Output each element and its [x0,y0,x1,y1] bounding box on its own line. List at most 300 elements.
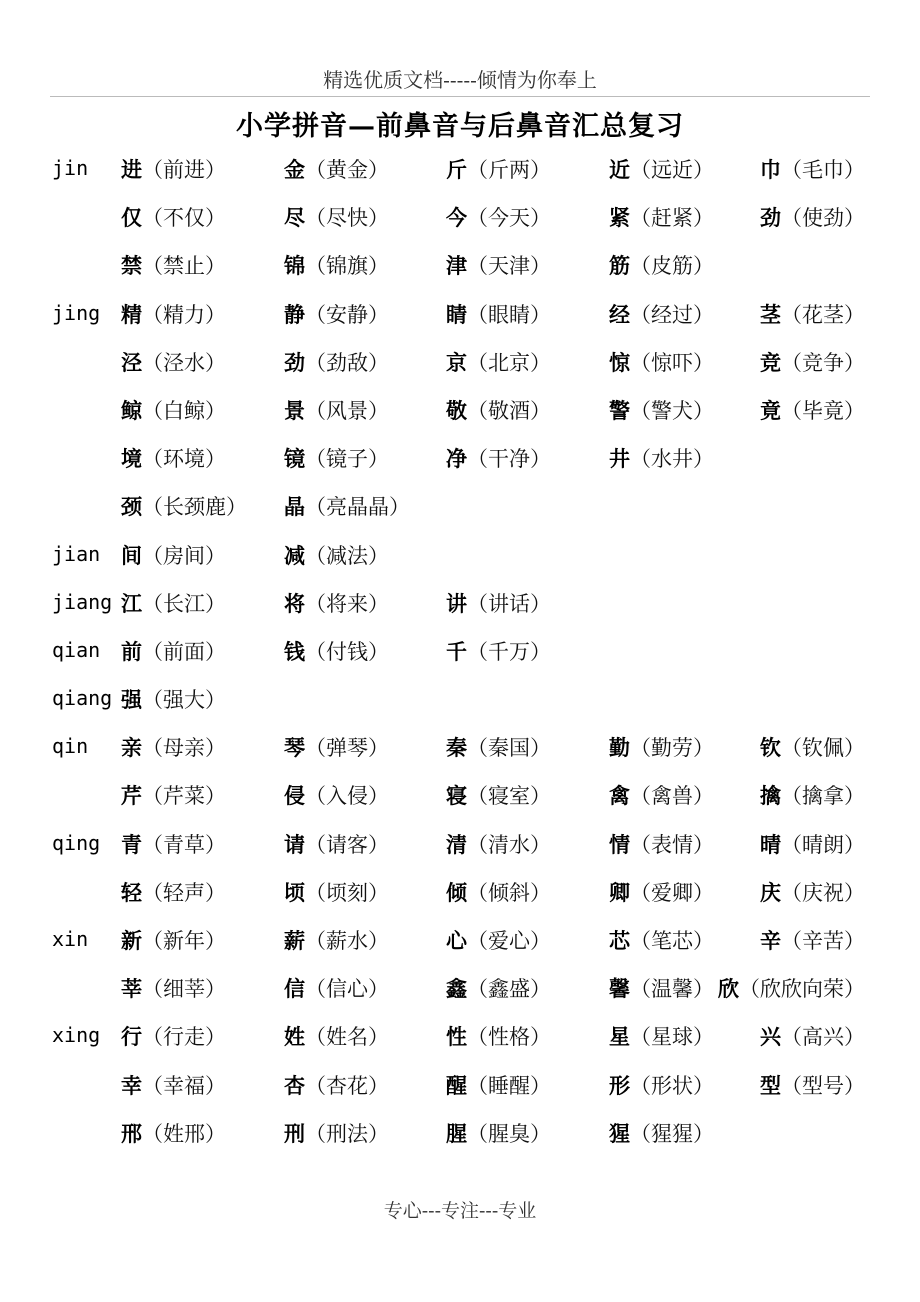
character-entry [446,780,551,810]
character-entry [609,347,714,377]
hanzi-character: 津 [446,253,467,279]
example-word: （鑫盛） [467,977,551,1002]
hanzi-character: 卿 [609,879,630,905]
hanzi-character: 醒 [446,1072,467,1098]
character-entry [446,1118,551,1148]
character-entry [121,973,226,1003]
table-row [0,917,920,965]
character-entry [121,395,226,425]
table-row [0,194,920,242]
character-entry [121,780,226,810]
character-entry [446,732,551,762]
hanzi-character: 江 [121,590,142,616]
character-entry [609,877,714,907]
example-word: （寝室） [467,784,551,809]
hanzi-character: 鲸 [121,397,142,423]
example-word: （将来） [305,591,389,616]
hanzi-character: 杏 [284,1072,305,1098]
character-entry [609,299,714,329]
pinyin-table [0,146,920,1158]
example-word: （黄金） [305,158,389,182]
hanzi-character: 泾 [121,349,142,375]
example-word: （敬酒） [467,398,551,423]
character-entry [760,154,865,184]
pinyin-syllable: jing [52,300,101,325]
character-entry [760,732,865,762]
character-entry [609,154,714,184]
example-word: （高兴） [781,1025,865,1050]
example-word: （千万） [467,639,551,664]
pinyin-syllable: xing [52,1023,101,1048]
example-word: （警犬） [630,398,714,423]
hanzi-character: 薪 [284,928,305,953]
character-entry [284,395,389,425]
table-row [0,242,920,290]
character-entry [609,250,714,280]
pinyin-syllable: xin [52,927,89,951]
example-word: （天津） [467,254,551,279]
character-entry [446,347,551,377]
character-entry [284,1118,389,1148]
character-entry [446,299,551,329]
character-entry [760,877,865,907]
character-entry [609,1070,714,1100]
hanzi-character: 倾 [446,879,467,905]
example-word: （安静） [305,302,389,327]
example-word: （长江） [142,591,226,616]
example-word: （薪水） [305,929,389,953]
hanzi-character: 仅 [121,205,142,231]
example-word: （辛苦） [781,929,865,953]
hanzi-character: 清 [446,831,467,857]
hanzi-character: 秦 [446,735,467,761]
character-entry [121,636,226,666]
hanzi-character: 斤 [446,157,467,182]
table-row [0,821,920,869]
example-word: （今天） [467,206,551,231]
example-word: （入侵） [305,784,389,809]
character-entry [609,1021,714,1051]
example-word: （环境） [142,447,226,472]
hanzi-character: 金 [284,157,305,182]
character-entry [718,973,865,1003]
hanzi-character: 新 [121,928,142,953]
character-entry [284,1070,389,1100]
character-entry [446,395,551,425]
hanzi-character: 馨 [609,976,630,1002]
character-entry [446,1021,551,1051]
example-word: （眼睛） [467,302,551,327]
example-word: （水井） [630,447,714,472]
hanzi-character: 睛 [446,301,467,327]
hanzi-character: 劲 [760,205,781,231]
table-row [0,146,920,194]
table-row [0,676,920,724]
table-row [0,1062,920,1110]
character-entry [446,588,551,618]
example-word: （不仅） [142,206,226,231]
character-entry [284,299,389,329]
example-word: （泾水） [142,350,226,375]
hanzi-character: 前 [121,638,142,664]
example-word: （斤两） [467,158,551,182]
table-row [0,291,920,339]
character-entry [284,202,389,232]
hanzi-character: 钱 [284,638,305,664]
hanzi-character: 景 [284,397,305,423]
character-entry [284,250,389,280]
character-entry [609,443,714,473]
character-entry [121,925,226,955]
example-word: （顷刻） [305,880,389,905]
example-word: （青草） [142,832,226,857]
hanzi-character: 行 [121,1024,142,1050]
example-word: （皮筋） [630,254,714,279]
example-word: （母亲） [142,736,226,761]
table-row [0,772,920,820]
table-row [0,965,920,1013]
example-word: （白鲸） [142,398,226,423]
hanzi-character: 近 [609,157,630,182]
hanzi-character: 竟 [760,397,781,423]
character-entry [446,1070,551,1100]
example-word: （倾斜） [467,880,551,905]
hanzi-character: 顷 [284,879,305,905]
table-row [0,1110,920,1158]
hanzi-character: 禽 [609,783,630,809]
character-entry [760,925,865,955]
pinyin-syllable: qin [52,734,89,759]
character-entry [446,154,551,184]
hanzi-character: 形 [609,1072,630,1098]
hanzi-character: 紧 [609,205,630,231]
example-word: （信心） [305,977,389,1002]
example-word: （性格） [467,1025,551,1050]
hanzi-character: 鑫 [446,976,467,1002]
hanzi-character: 猩 [609,1120,630,1146]
character-entry [446,829,551,859]
example-word: （姓邢） [142,1121,226,1146]
character-entry [121,540,226,570]
character-entry [760,202,865,232]
character-entry [121,1118,226,1148]
example-word: （姓名） [305,1025,389,1050]
example-word: （幸福） [142,1073,226,1098]
example-word: （星球） [630,1025,714,1050]
character-entry [121,347,226,377]
hanzi-character: 镜 [284,446,305,472]
character-entry [121,154,226,184]
hanzi-character: 颈 [121,494,142,520]
example-word: （腥臭） [467,1121,551,1146]
hanzi-character: 型 [760,1072,781,1098]
hanzi-character: 竞 [760,349,781,375]
example-word: （禁止） [142,254,226,279]
example-word: （竞争） [781,350,865,375]
example-word: （干净） [467,447,551,472]
character-entry [121,443,226,473]
table-row [0,532,920,580]
example-word: （毕竟） [781,398,865,423]
character-entry [446,877,551,907]
character-entry [121,202,226,232]
example-word: （毛巾） [781,158,865,182]
example-word: （温馨） [630,977,714,1002]
example-word: （晴朗） [781,832,865,857]
example-word: （付钱） [305,639,389,664]
hanzi-character: 晶 [284,494,305,520]
table-row [0,1013,920,1061]
example-word: （猩猩） [630,1121,714,1146]
hanzi-character: 经 [609,301,630,327]
character-entry [121,491,247,521]
character-entry [760,780,865,810]
hanzi-character: 庆 [760,879,781,905]
character-entry [121,877,226,907]
character-entry [609,1118,714,1148]
example-word: （擒拿） [781,784,865,809]
character-entry [760,829,865,859]
character-entry [609,780,714,810]
table-row [0,435,920,483]
character-entry [446,443,551,473]
character-entry [284,877,389,907]
example-word: （赶紧） [630,206,714,231]
character-entry [284,588,389,618]
hanzi-character: 巾 [760,157,781,182]
hanzi-character: 钦 [760,735,781,761]
page-footer: 专心---专注---专业 [383,1200,537,1222]
hanzi-character: 辛 [760,928,781,953]
example-word: （北京） [467,350,551,375]
hanzi-character: 擒 [760,783,781,809]
character-entry [284,540,389,570]
character-entry [284,925,389,955]
example-word: （芹菜） [142,784,226,809]
hanzi-character: 井 [609,446,630,472]
hanzi-character: 警 [609,397,630,423]
hanzi-character: 进 [121,157,142,182]
example-word: （经过） [630,302,714,327]
example-word: （长颈鹿） [142,495,247,520]
example-word: （精力） [142,302,226,327]
hanzi-character: 禁 [121,253,142,279]
hanzi-character: 今 [446,205,467,231]
example-word: （勤劳） [630,736,714,761]
character-entry [121,588,226,618]
hanzi-character: 侵 [284,783,305,809]
hanzi-character: 筋 [609,253,630,279]
hanzi-character: 千 [446,638,467,664]
hanzi-character: 欣 [718,976,739,1002]
example-word: （镜子） [305,447,389,472]
character-entry [121,829,226,859]
example-word: （表情） [630,832,714,857]
hanzi-character: 劲 [284,349,305,375]
hanzi-character: 强 [121,687,142,713]
character-entry [446,925,551,955]
example-word: （钦佩） [781,736,865,761]
hanzi-character: 茎 [760,301,781,327]
hanzi-character: 兴 [760,1024,781,1050]
character-entry [284,443,389,473]
hanzi-character: 亲 [121,735,142,761]
hanzi-character: 幸 [121,1072,142,1098]
example-word: （使劲） [781,206,865,231]
table-row [0,339,920,387]
example-word: （禽兽） [630,784,714,809]
example-word: （讲话） [467,591,551,616]
hanzi-character: 性 [446,1024,467,1050]
hanzi-character: 莘 [121,976,142,1002]
table-row [0,580,920,628]
hanzi-character: 芹 [121,783,142,809]
character-entry [609,925,714,955]
example-word: （新年） [142,929,226,953]
example-word: （花茎） [781,302,865,327]
example-word: （笔芯） [630,929,714,953]
character-entry [284,732,389,762]
hanzi-character: 敬 [446,397,467,423]
hanzi-character: 净 [446,446,467,472]
example-word: （爱心） [467,929,551,953]
character-entry [760,299,865,329]
example-word: （秦国） [467,736,551,761]
hanzi-character: 讲 [446,590,467,616]
character-entry [609,829,714,859]
example-word: （远近） [630,158,714,182]
character-entry [446,636,551,666]
character-entry [284,154,389,184]
character-entry [121,684,226,714]
hanzi-character: 邢 [121,1120,142,1146]
example-word: （欣欣向荣） [739,977,865,1002]
hanzi-character: 星 [609,1024,630,1050]
hanzi-character: 心 [446,928,467,953]
example-word: （锦旗） [305,254,389,279]
hanzi-character: 腥 [446,1120,467,1146]
hanzi-character: 青 [121,831,142,857]
hanzi-character: 京 [446,349,467,375]
character-entry [446,973,551,1003]
example-word: （庆祝） [781,880,865,905]
hanzi-character: 姓 [284,1024,305,1050]
hanzi-character: 轻 [121,879,142,905]
table-row [0,724,920,772]
character-entry [760,395,865,425]
example-word: （刑法） [305,1121,389,1146]
character-entry [121,299,226,329]
character-entry [760,1021,865,1051]
character-entry [609,973,714,1003]
hanzi-character: 芯 [609,928,630,953]
character-entry [284,636,389,666]
pinyin-syllable: jin [52,156,89,180]
example-word: （尽快） [305,206,389,231]
example-word: （惊吓） [630,350,714,375]
hanzi-character: 境 [121,446,142,472]
character-entry [284,347,389,377]
character-entry [121,1070,226,1100]
hanzi-character: 琴 [284,735,305,761]
header-divider [50,96,870,97]
character-entry [121,732,226,762]
hanzi-character: 减 [284,542,305,568]
example-word: （爱卿） [630,880,714,905]
pinyin-syllable: jiang [52,589,113,614]
example-word: （减法） [305,543,389,568]
example-word: （清水） [467,832,551,857]
character-entry [284,780,389,810]
page-title: 小学拼音—前鼻音与后鼻音汇总复习 [236,111,684,142]
table-row [0,387,920,435]
example-word: （劲敌） [305,350,389,375]
hanzi-character: 信 [284,976,305,1002]
character-entry [284,1021,389,1051]
hanzi-character: 请 [284,831,305,857]
character-entry [121,1021,226,1051]
hanzi-character: 寝 [446,783,467,809]
example-word: （弹琴） [305,736,389,761]
example-word: （型号） [781,1073,865,1098]
character-entry [609,395,714,425]
character-entry [609,732,714,762]
character-entry [284,491,410,521]
example-word: （行走） [142,1025,226,1050]
hanzi-character: 勤 [609,735,630,761]
hanzi-character: 惊 [609,349,630,375]
hanzi-character: 晴 [760,831,781,857]
pinyin-syllable: qian [52,637,101,662]
table-row [0,628,920,676]
character-entry [760,1070,865,1100]
example-word: （房间） [142,543,226,568]
hanzi-character: 尽 [284,205,305,231]
hanzi-character: 将 [284,590,305,616]
example-word: （强大） [142,688,226,713]
hanzi-character: 刑 [284,1120,305,1146]
example-word: （细莘） [142,977,226,1002]
example-word: （轻声） [142,880,226,905]
example-word: （前进） [142,158,226,182]
hanzi-character: 静 [284,301,305,327]
example-word: （睡醒） [467,1073,551,1098]
character-entry [284,973,389,1003]
character-entry [121,250,226,280]
character-entry [760,347,865,377]
pinyin-syllable: jian [52,541,101,566]
hanzi-character: 精 [121,301,142,327]
example-word: （形状） [630,1073,714,1098]
example-word: （杏花） [305,1073,389,1098]
table-row [0,869,920,917]
character-entry [446,250,551,280]
example-word: （风景） [305,398,389,423]
hanzi-character: 锦 [284,253,305,279]
pinyin-syllable: qiang [52,686,113,711]
hanzi-character: 间 [121,542,142,568]
example-word: （请客） [305,832,389,857]
character-entry [446,202,551,232]
hanzi-character: 情 [609,831,630,857]
character-entry [284,829,389,859]
example-word: （前面） [142,639,226,664]
table-row [0,483,920,531]
character-entry [609,202,714,232]
page-header: 精选优质文档-----倾情为你奉上 [323,68,597,92]
pinyin-syllable: qing [52,830,101,855]
example-word: （亮晶晶） [305,495,410,520]
